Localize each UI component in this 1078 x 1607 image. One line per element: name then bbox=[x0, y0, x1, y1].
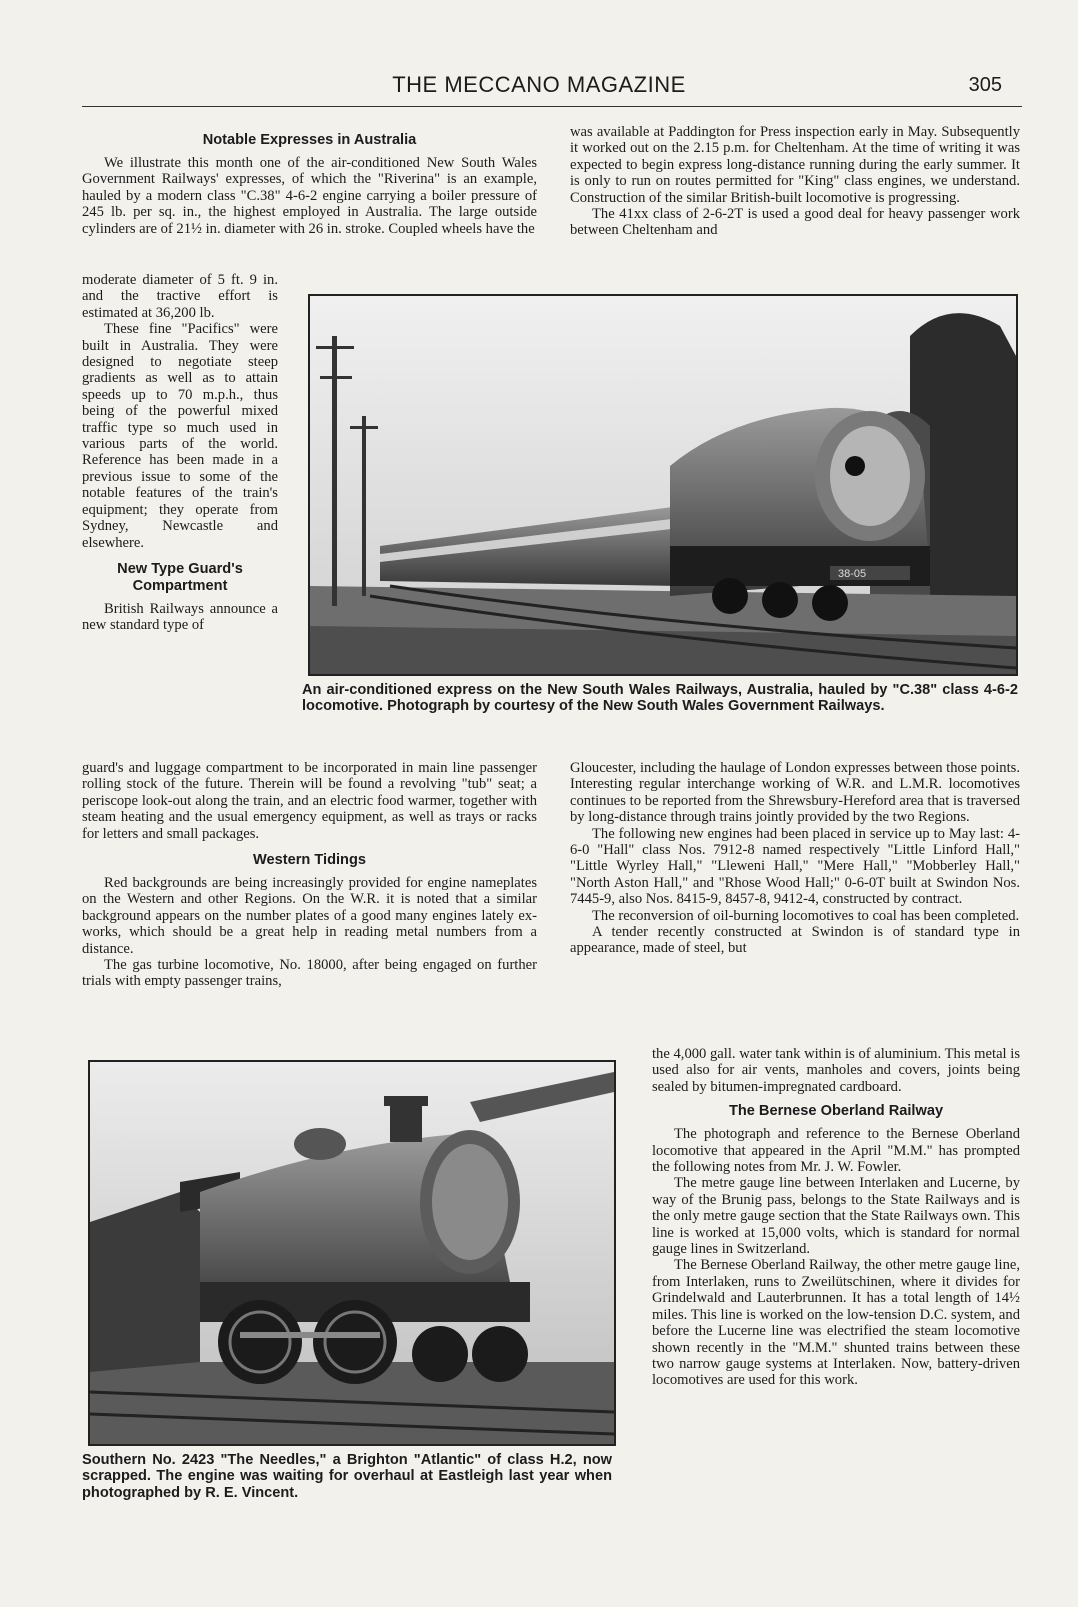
paragraph: We illustrate this month one of the air-conditioned New South Wales Government Railways' expresses, of which the "Riverina" is an example, hauled by a modern class "C.38" 4-6-2 engine carrying a boiler pressure of 245 lb. per sq. in., the highest employed in Australia. The large outside cylinders are of 21½ in. diameter with 26 in. stroke. Coupled wheels have the bbox=[82, 155, 537, 237]
paragraph: The gas turbine locomotive, No. 18000, after being engaged on further trials with empty passenger trains, bbox=[82, 957, 537, 990]
loco-number-plate: 38-05 bbox=[838, 568, 867, 580]
heading-western-tidings: Western Tidings bbox=[253, 852, 366, 869]
caption-nsw-express: An air-conditioned express on the New South Wales Railways, Australia, hauled by "C.38" class 4-6-2 locomotive. Photograph by courtesy of the New South Wales Government Railways. bbox=[302, 682, 1018, 715]
heading-guards-compartment: New Type Guard's Compartment bbox=[117, 560, 243, 594]
paragraph: The metre gauge line between Interlaken and Lucerne, by way of the Brunig pass, belongs to the State Railways and is the only metre gauge section that the State Railways own. This line is worked at 15,000 volts, which is standard for normal gauge lines in Switzerland. bbox=[652, 1175, 1020, 1258]
photo-brighton-atlantic-image bbox=[90, 1062, 614, 1444]
paragraph: Red backgrounds are being increasingly provided for engine nameplates on the Western and other Regions. On the W.R. it is noted that a similar background appears on the number plates of a good many engines lately ex-works, which should be a great help in reading metal numbers from a distance. bbox=[82, 875, 537, 957]
paragraph: guard's and luggage compartment to be incorporated in main line passenger rolling stock of the future. Therein will be found a revolving "tub" seat; a periscope look-out along the train, and an electric food warmer, together with steam heating and the usual emergency equipment, as well as trays or racks for letters and small packages. bbox=[82, 760, 537, 842]
paragraph: British Railways announce a new standard type of bbox=[82, 600, 278, 634]
paragraph: The photograph and reference to the Bernese Oberland locomotive that appeared in the April "M.M." has prompted the following notes from Mr. J. W. Fowler. bbox=[652, 1126, 1020, 1176]
photo-brighton-atlantic bbox=[88, 1060, 616, 1446]
left-column-top bbox=[82, 128, 537, 237]
paragraph: The following new engines had been placed in service up to May last: 4-6-0 "Hall" class Nos. 7912-8 named respectively "Little Linford Hall," "Little Wyrley Hall," "Lleweni Hall," "Mere Hall," "Mobberley Hall," "North Aston Hall," and "Rhose Wood Hall;" 0-6-0T built at Swindon Nos. 7445-9, also Nos. 8415-9, 8457-8, 9412-4, constructed by contract. bbox=[570, 825, 1020, 908]
right-column-top bbox=[570, 124, 1020, 239]
paragraph: Gloucester, including the haulage of London expresses between those points. Interesting regular interchange working of W.R. and L.M.R. locomotives continues to be reported from the Shrewsbury-Hereford area that is traversed by long-distance through trains jointly provided by the two Regions. bbox=[570, 760, 1020, 826]
heading-bernese-oberland: The Bernese Oberland Railway bbox=[728, 1103, 944, 1120]
right-column-narrow bbox=[652, 1046, 1020, 1389]
heading-notable-expresses: Notable Expresses in Australia bbox=[202, 132, 417, 148]
photo-nsw-express-image bbox=[310, 296, 1016, 674]
paragraph: was available at Paddington for Press inspection early in May. Subsequently it worked out on the 2.15 p.m. for Cheltenham. At the time of writing it was expected to begin express long-distance running during the early summer. It is only to run on routes permitted for "King" class engines, we understand. Construction of the similar British-built locomotive is progressing. bbox=[570, 124, 1020, 206]
page-number: 305 bbox=[968, 74, 1002, 96]
paragraph: These fine "Pacifics" were built in Australia. They were designed to negotiate steep gradients as well as to attain speeds up to 70 m.p.h., thus being of the powerful mixed traffic type so much used in various parts of the world. Reference has been made in a previous issue to some of the notable features of the train's equipment; they operate from Sydney, Newcastle and elsewhere. bbox=[82, 321, 278, 551]
header-rule bbox=[82, 106, 1022, 107]
magazine-title: THE MECCANO MAGAZINE bbox=[392, 72, 686, 97]
photo-nsw-express bbox=[308, 294, 1018, 676]
right-column-middle bbox=[570, 760, 1020, 957]
paragraph: the 4,000 gall. water tank within is of aluminium. This metal is used also for air vents, manholes and covers, joints being sealed by bitumen-impregnated cardboard. bbox=[652, 1046, 1020, 1095]
paragraph: The Bernese Oberland Railway, the other metre gauge line, from Interlaken, runs to Zweilütschinen, where it divides for Grindelwald and Lauterbrunnen. It has a total length of 14½ miles. This line is worked on the low-tension D.C. system, and before the Lucerne line was electrified the steam locomotive shown recently in the "M.M." shunted trains between these two narrow gauge systems at Interlaken. Now, battery-driven locomotives are used for this work. bbox=[652, 1257, 1020, 1389]
paragraph: The reconversion of oil-burning locomotives to coal has been completed. bbox=[592, 907, 1020, 924]
left-column-narrow bbox=[82, 272, 278, 634]
caption-brighton-atlantic: Southern No. 2423 "The Needles," a Brighton "Atlantic" of class H.2, now scrapped. The engine was waiting for overhaul at Eastleigh last year when photographed by R. E. Vincent. bbox=[82, 1452, 612, 1501]
paragraph: A tender recently constructed at Swindon is of standard type in appearance, made of steel, but bbox=[570, 924, 1020, 957]
paragraph: moderate diameter of 5 ft. 9 in. and the tractive effort is estimated at 36,200 lb. bbox=[82, 272, 278, 321]
paragraph: The 41xx class of 2-6-2T is used a good deal for heavy passenger work between Cheltenham and bbox=[570, 206, 1020, 239]
left-column-bottom bbox=[82, 760, 537, 990]
